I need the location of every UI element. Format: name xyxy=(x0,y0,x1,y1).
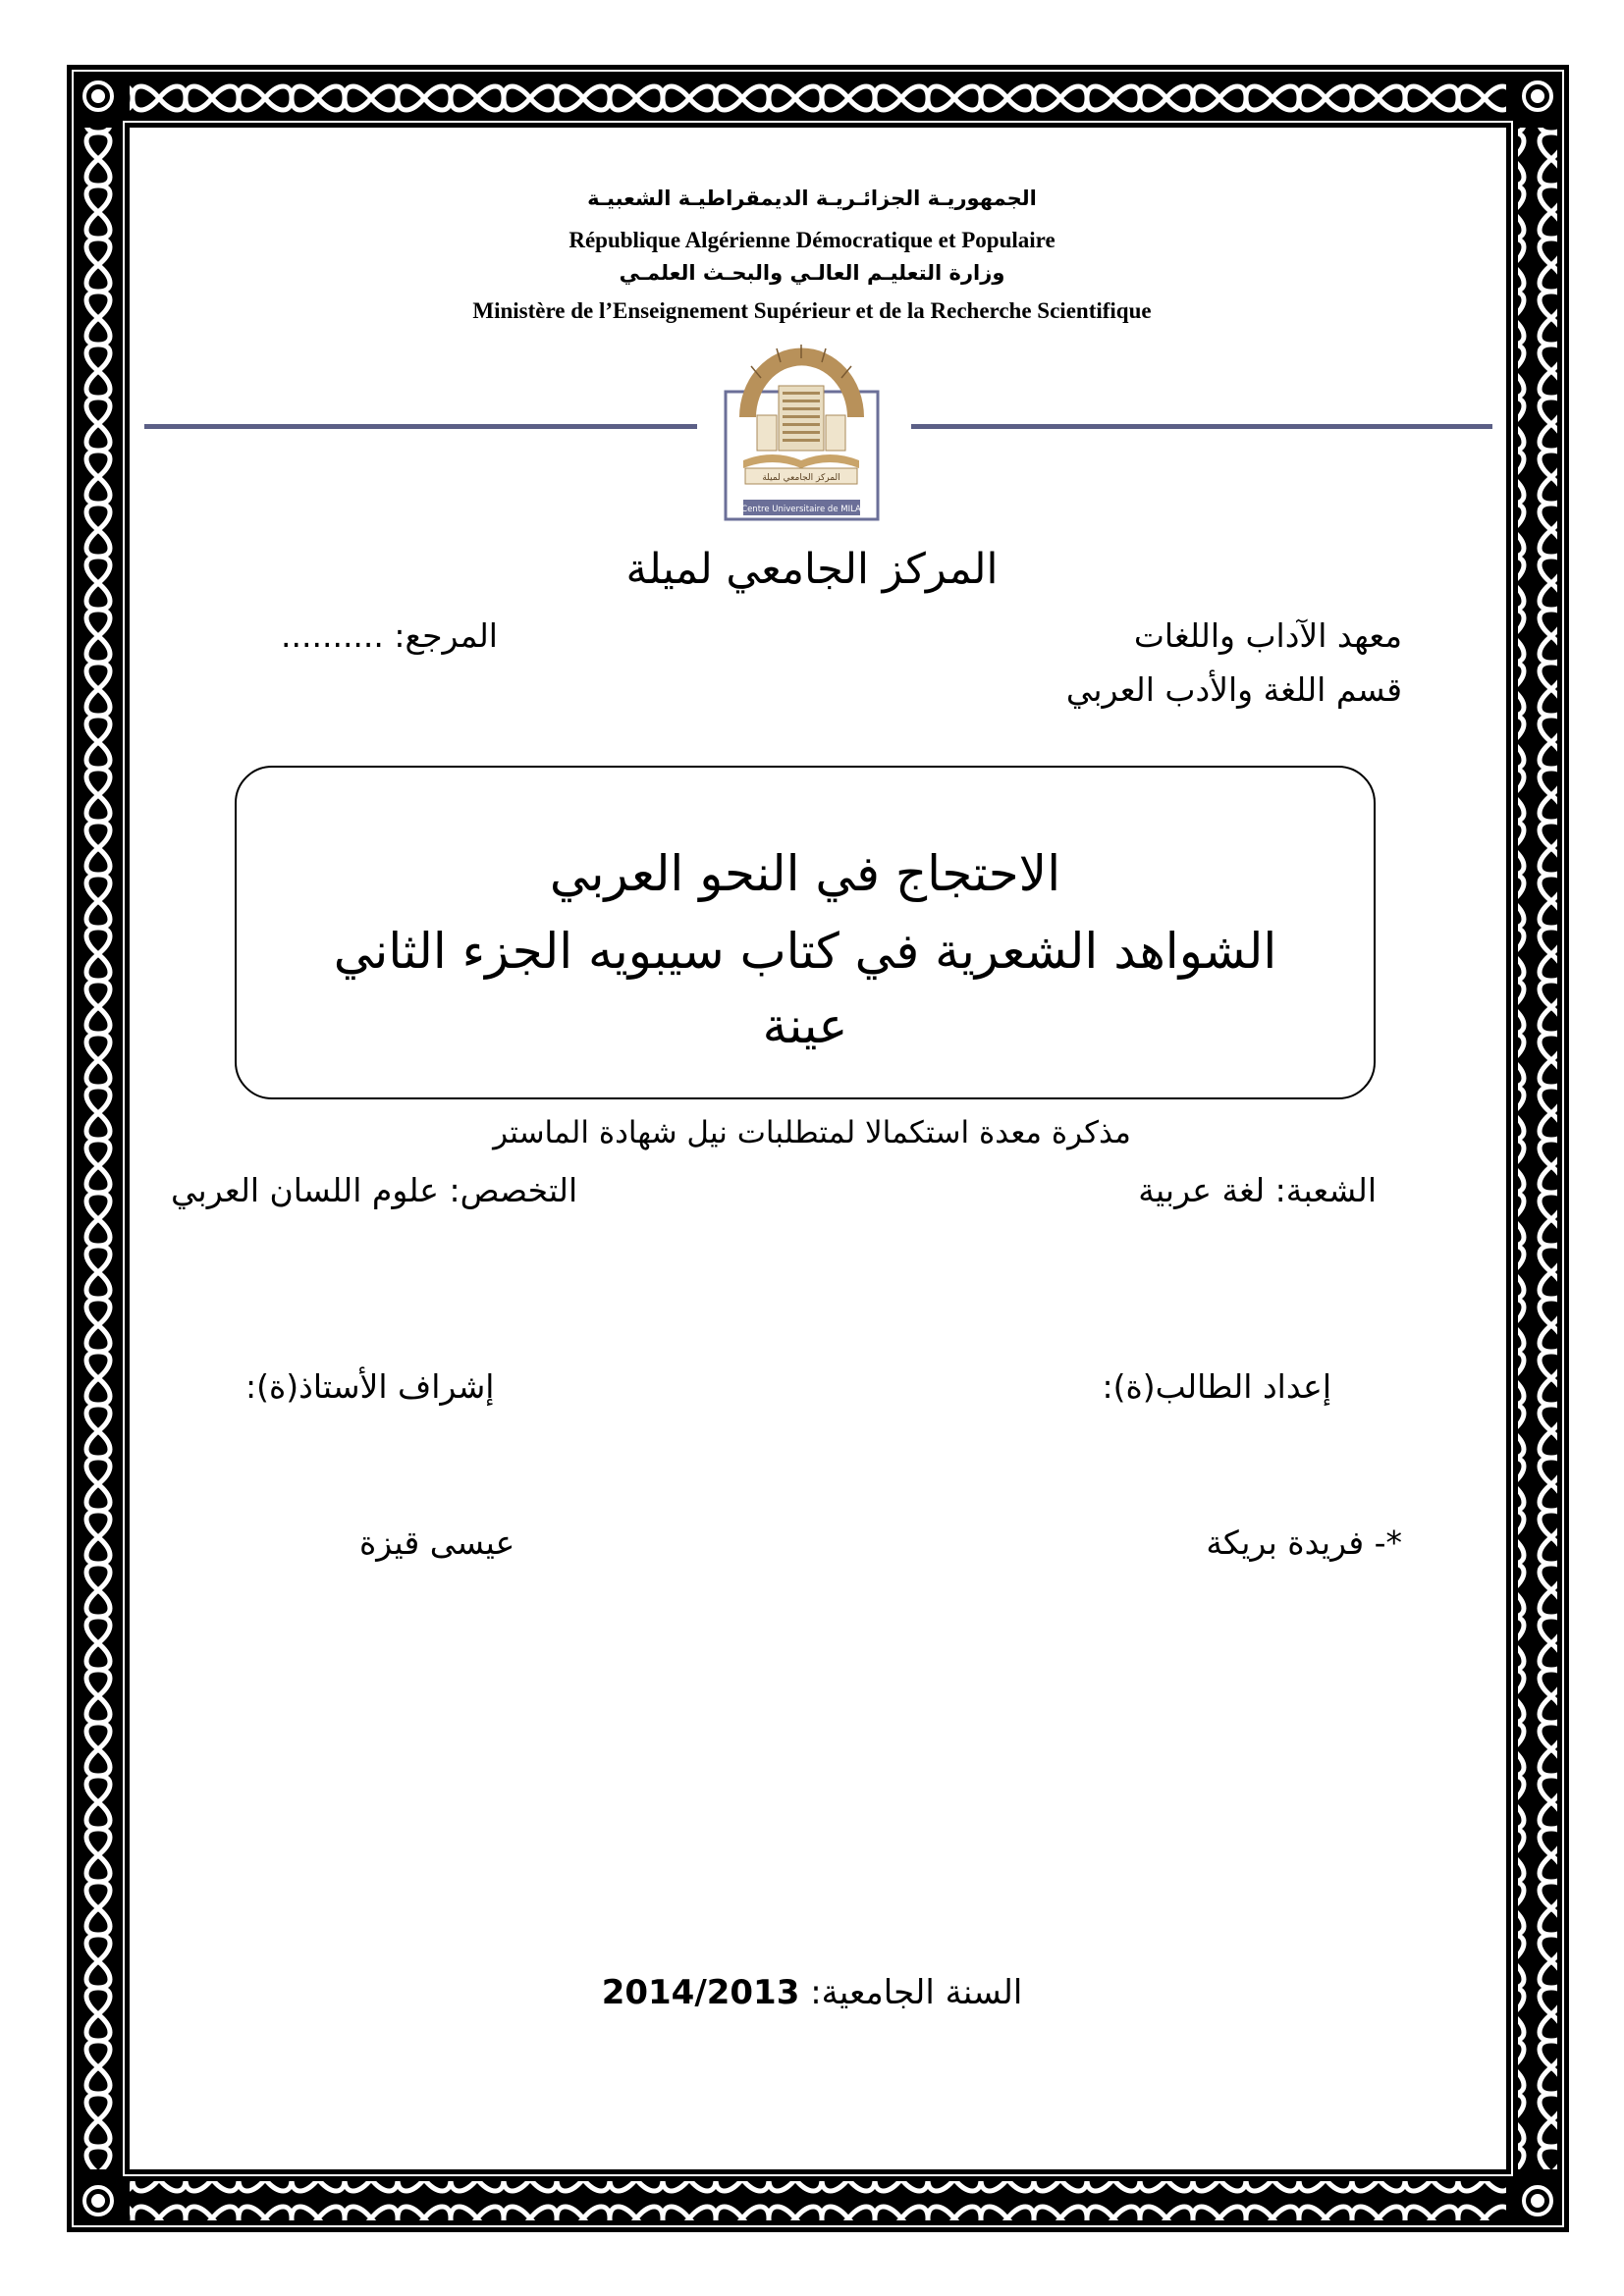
header-rule-right xyxy=(911,424,1492,429)
thesis-title-line-2: الشواهد الشعرية في كتاب سيبويه الجزء الثاني xyxy=(333,923,1277,980)
branch-field: الشعبة: لغة عربية xyxy=(1138,1171,1377,1209)
supervisor-name: عيسى قيزة xyxy=(359,1523,515,1562)
ministry-arabic: وزارة التعليـم العالـي والبحـث العلمـي xyxy=(619,261,1005,285)
logo-caption: Centre Universitaire de MILA xyxy=(741,505,861,514)
thesis-title-line-3: عينة xyxy=(762,997,848,1054)
republic-french: République Algérienne Démocratique et Populaire xyxy=(568,228,1056,252)
university-logo xyxy=(722,339,882,525)
institution-name: المركز الجامعي لميلة xyxy=(625,545,999,594)
student-name: *- فريدة بريكة xyxy=(1206,1523,1402,1562)
logo-banner-text: المركز الجامعي لميلة xyxy=(762,473,840,483)
department-name: قسم اللغة والأدب العربي xyxy=(1065,670,1402,709)
thesis-subtitle: مذكرة معدة استكمالا لمتطلبات نيل شهادة الماستر xyxy=(493,1115,1131,1150)
specialty-field: التخصص: علوم اللسان العربي xyxy=(171,1171,578,1209)
header-rule-left xyxy=(144,424,697,429)
thesis-title-line-1: الاحتجاج في النحو العربي xyxy=(549,845,1061,902)
institute-name: معهد الآداب واللغات xyxy=(1133,616,1402,655)
student-label: إعداد الطالب(ة): xyxy=(1102,1367,1331,1406)
academic-year xyxy=(0,1973,1624,2012)
thesis-title-box xyxy=(235,766,1376,1099)
ministry-french: Ministère de l’Enseignement Supérieur et de la Recherche Scientifique xyxy=(472,298,1152,323)
republic-arabic: الجمهوريـة الجزائـريـة الديمقراطيـة الشعبيـة xyxy=(587,187,1037,210)
reference-field: المرجع: .......... xyxy=(281,616,498,655)
supervisor-label: إشراف الأستاذ(ة): xyxy=(245,1367,495,1406)
academic-year-value: 2014/2013 xyxy=(601,1973,800,2012)
academic-year-label: السنة الجامعية: xyxy=(810,1973,1023,2012)
